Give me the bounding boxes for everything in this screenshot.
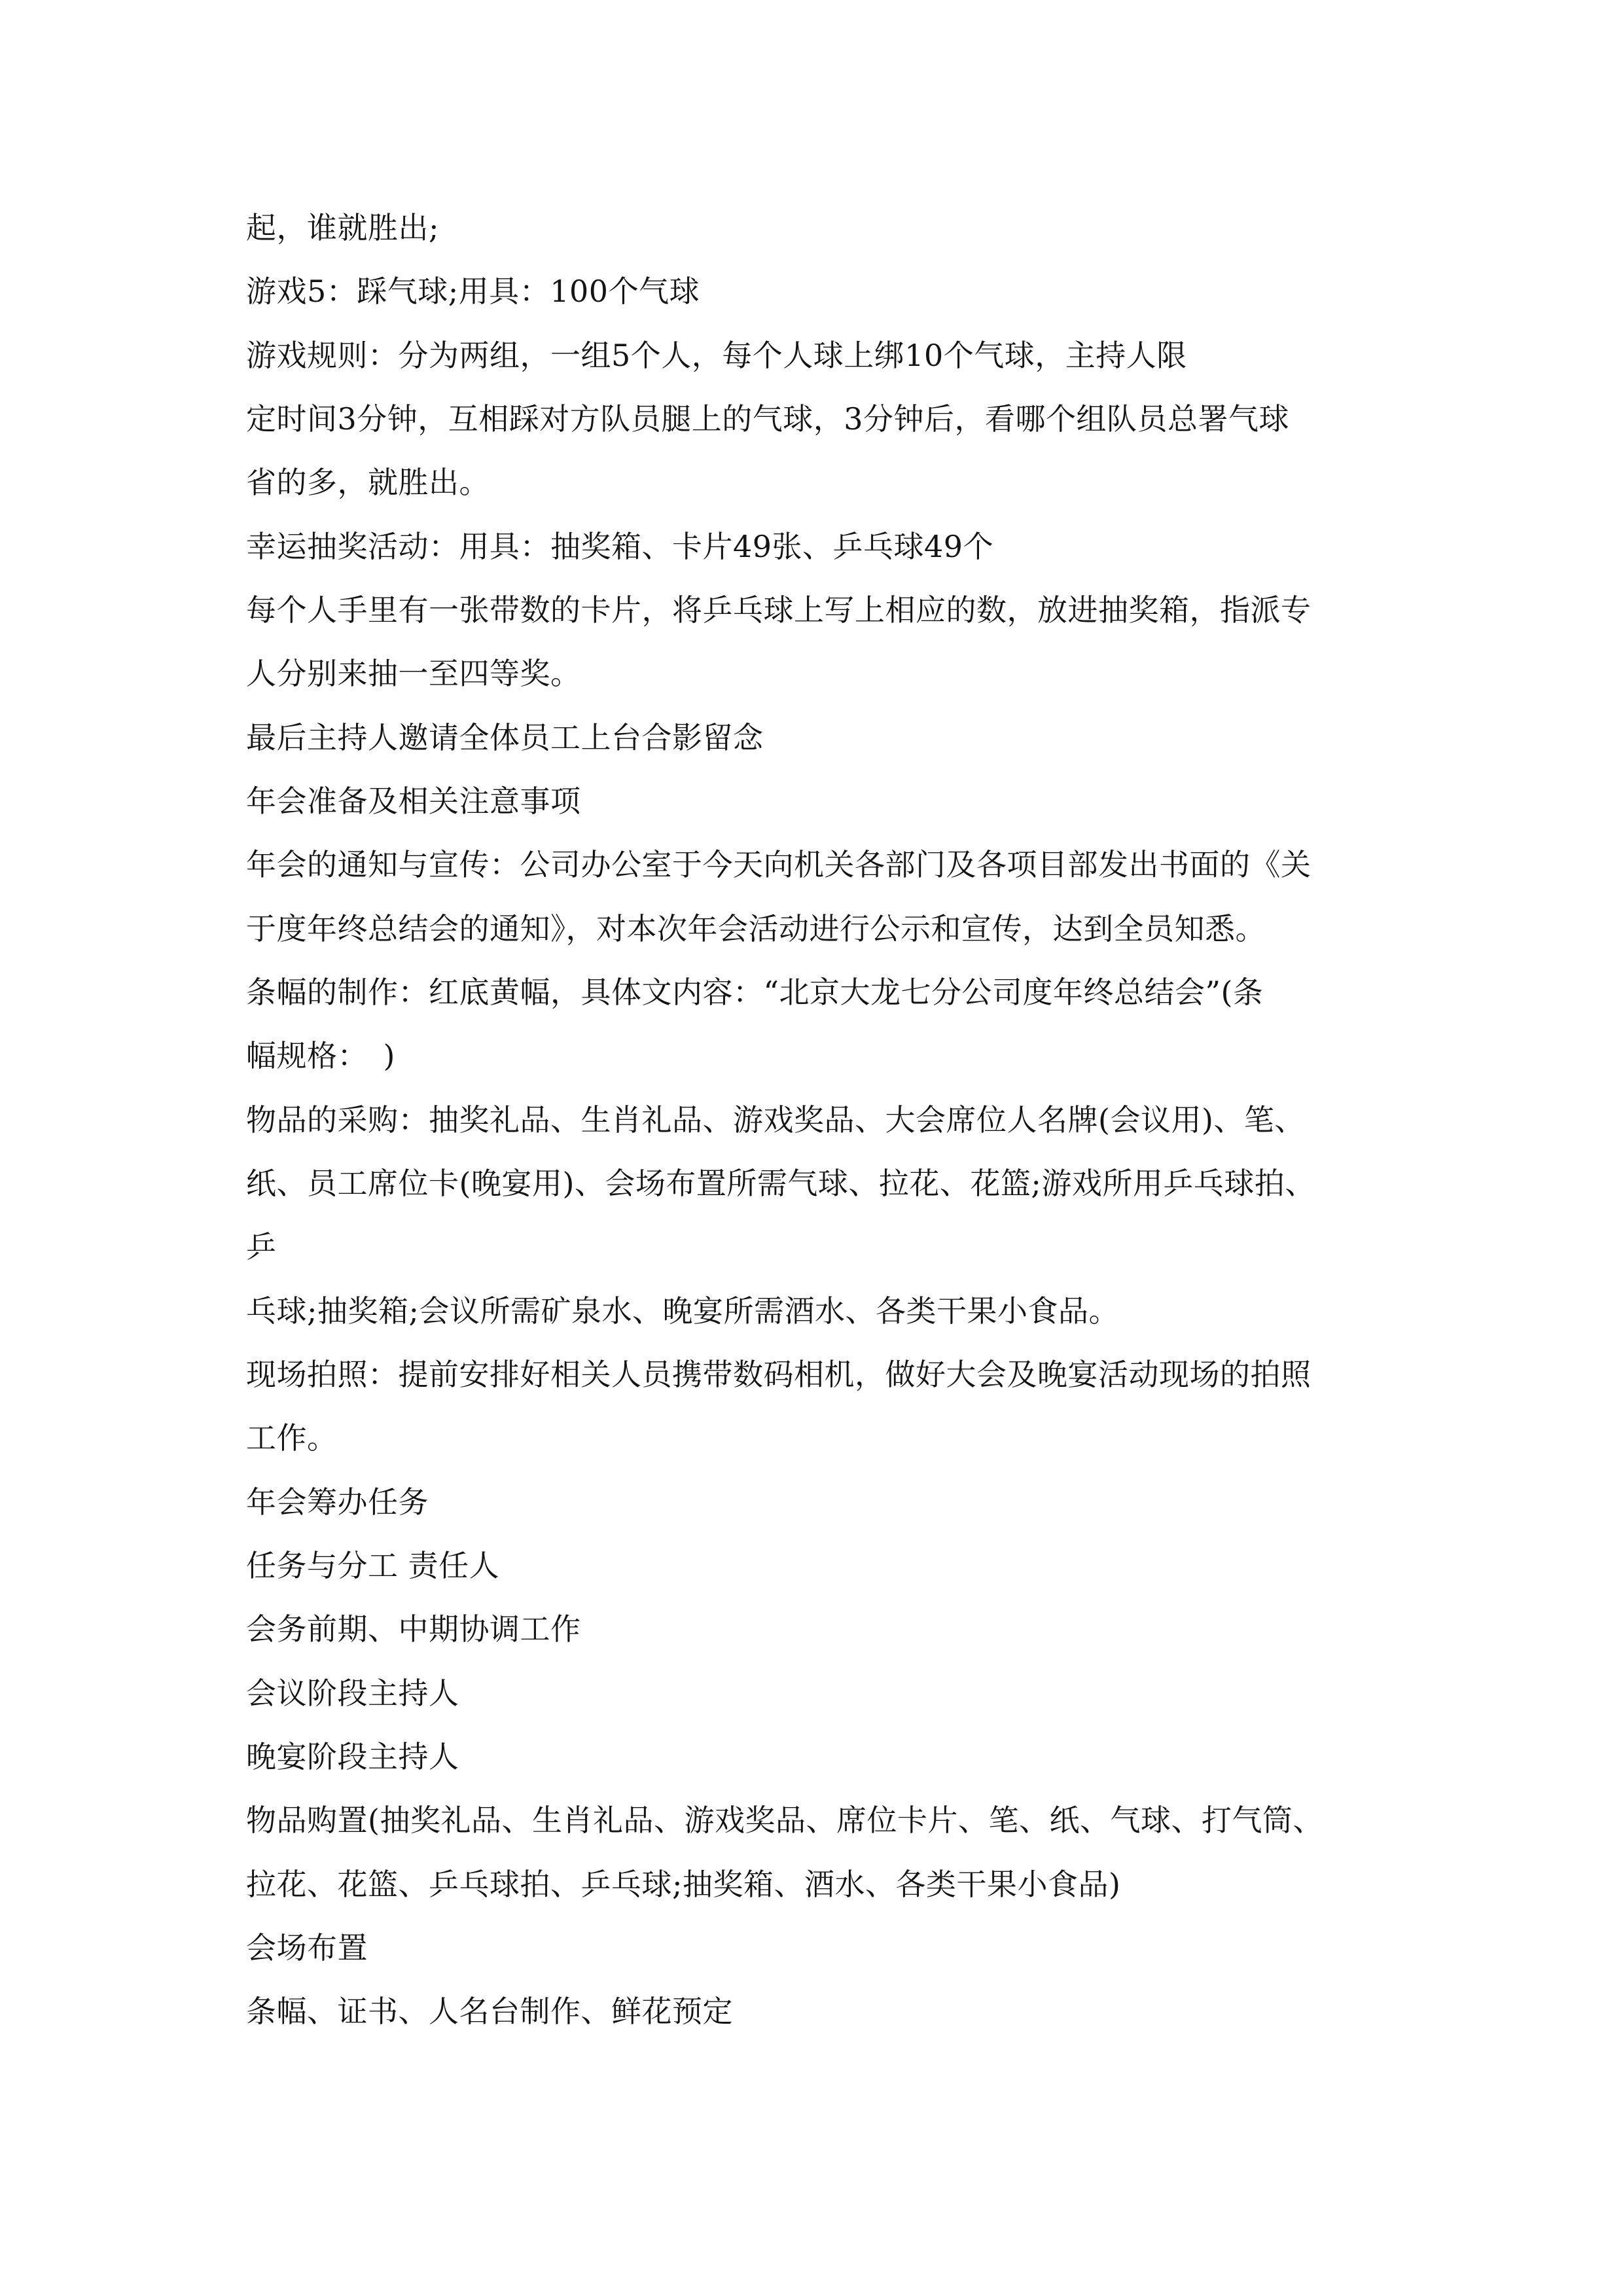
text-line: 现场拍照：提前安排好相关人员携带数码相机，做好大会及晚宴活动现场的拍照 [246, 1357, 1311, 1392]
text-line: 幅规格： ) [246, 1038, 395, 1073]
text-line: 条幅的制作：红底黄幅，具体文内容：“北京大龙七分公司度年终总结会”(条 [246, 975, 1264, 1010]
text-line: 年会的通知与宣传：公司办公室于今天向机关各部门及各项目部发出书面的《关 [246, 847, 1311, 882]
text-line: 省的多，就胜出。 [246, 465, 490, 500]
text-line: 拉花、花篮、乒乓球拍、乒乓球;抽奖箱、酒水、各类干果小食品) [246, 1867, 1121, 1902]
text-line: 游戏5：踩气球;用具：100个气球 [246, 274, 700, 309]
text-line: 定时间3分钟，互相踩对方队员腿上的气球，3分钟后，看哪个组队员总署气球 [246, 401, 1290, 437]
text-line: 晚宴阶段主持人 [246, 1739, 459, 1774]
text-line: 起，谁就胜出; [246, 210, 439, 245]
text-line: 人分别来抽一至四等奖。 [246, 656, 581, 691]
text-line: 会务前期、中期协调工作 [246, 1611, 581, 1647]
text-line: 每个人手里有一张带数的卡片，将乒乓球上写上相应的数，放进抽奖箱，指派专 [246, 592, 1311, 628]
text-line: 纸、员工席位卡(晚宴用)、会场布置所需气球、拉花、花篮;游戏所用乒乓球拍、 [246, 1166, 1315, 1201]
text-line: 乓球;抽奖箱;会议所需矿泉水、晚宴所需酒水、各类干果小食品。 [246, 1293, 1119, 1329]
text-line: 物品的采购：抽奖礼品、生肖礼品、游戏奖品、大会席位人名牌(会议用)、笔、 [246, 1102, 1305, 1138]
text-line: 任务与分工 责任人 [246, 1548, 500, 1583]
text-line: 于度年终总结会的通知》，对本次年会活动进行公示和宣传，达到全员知悉。 [246, 911, 1266, 946]
text-line: 会场布置 [246, 1930, 368, 1965]
text-line: 幸运抽奖活动：用具：抽奖箱、卡片49张、乒乓球49个 [246, 529, 994, 564]
text-line: 工作。 [246, 1420, 338, 1456]
section-heading: 年会准备及相关注意事项 [246, 783, 581, 819]
text-line: 条幅、证书、人名台制作、鲜花预定 [246, 1994, 733, 2029]
text-line: 乒 [246, 1229, 277, 1265]
section-heading: 年会筹办任务 [246, 1484, 429, 1520]
text-line: 游戏规则：分为两组，一组5个人，每个人球上绑10个气球，主持人限 [246, 338, 1187, 373]
text-line: 物品购置(抽奖礼品、生肖礼品、游戏奖品、席位卡片、笔、纸、气球、打气筒、 [246, 1803, 1323, 1838]
text-line: 最后主持人邀请全体员工上台合影留念 [246, 720, 764, 755]
text-line: 会议阶段主持人 [246, 1676, 459, 1711]
